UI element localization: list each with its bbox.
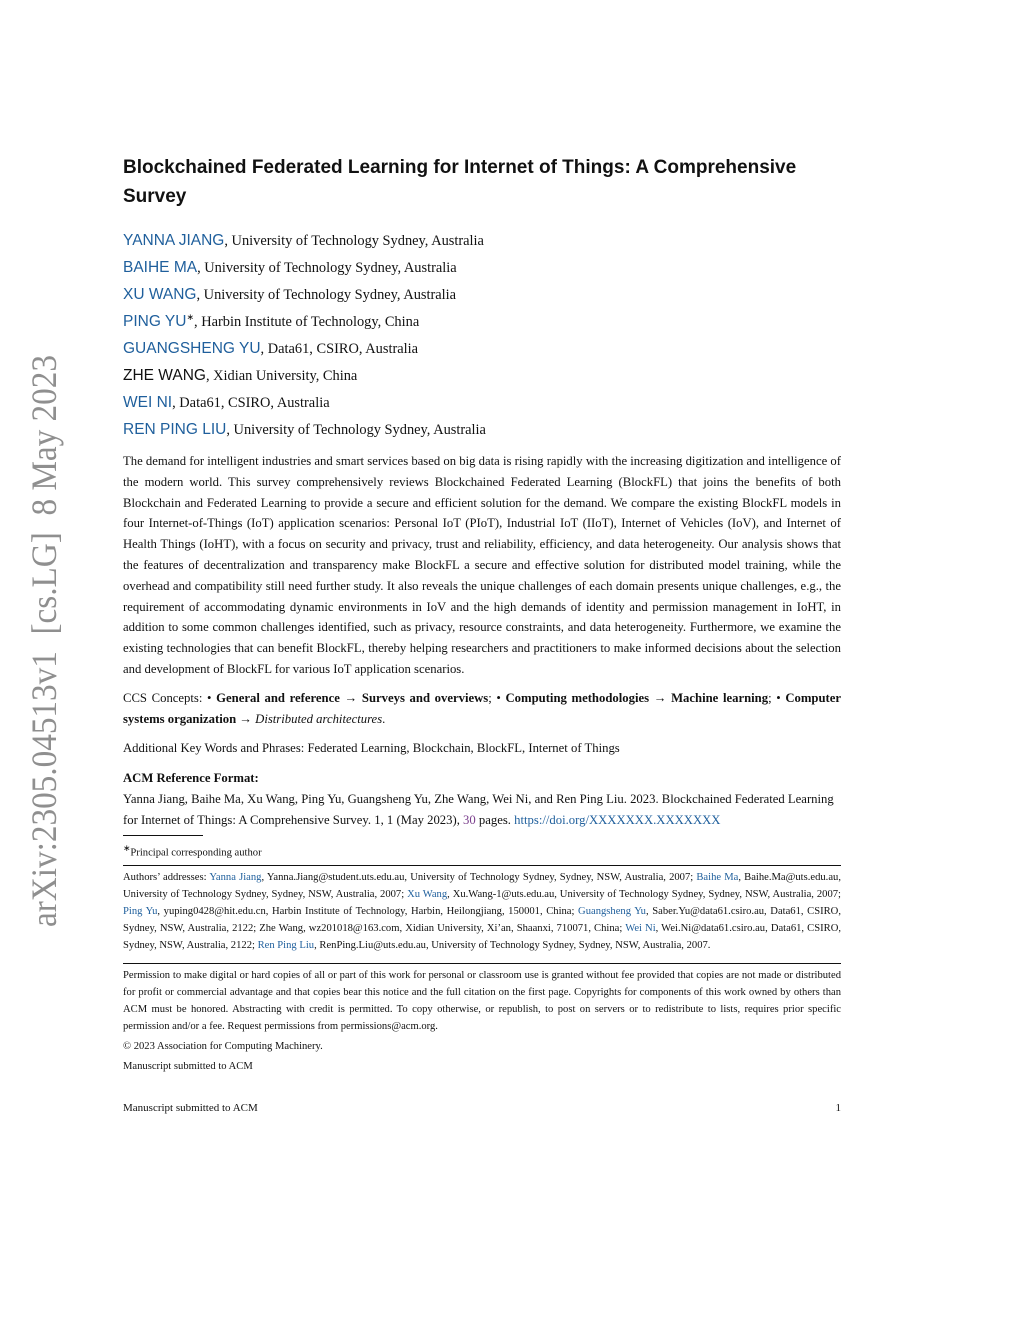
doi-link[interactable]: https://doi.org/XXXXXXX.XXXXXXX — [514, 812, 721, 827]
author-affiliation: , Xidian University, China — [205, 367, 358, 384]
author-address-link[interactable]: Ren Ping Liu — [257, 940, 315, 952]
ccs-term: General and reference — [216, 690, 340, 705]
acm-reference — [123, 789, 841, 831]
ccs-arrow: → — [236, 711, 256, 726]
author-entry — [123, 223, 841, 250]
address-text: , Xu.Wang-1@uts.edu.au, University of Technology Sydney, Sydney, NSW, Australia, 2007; — [447, 889, 841, 901]
author-addresses — [123, 869, 841, 954]
footnote — [123, 840, 841, 862]
ccs-concepts — [123, 688, 841, 730]
author-entry — [123, 358, 841, 385]
author-name[interactable]: YANNA JIANG — [123, 231, 225, 249]
copyright-line: © 2023 Association for Computing Machinery. — [123, 1041, 323, 1053]
author-entry — [123, 331, 841, 358]
arxiv-stamp-text: arXiv:2305.04513v1 [cs.LG] 8 May 2023 — [24, 307, 64, 927]
permission-notice: Permission to make digital or hard copies of all or part of this work for personal or classroom use is granted without fee provided that copies are not made or distributed for profit or commercial advantage and that copies bear this notice and the full citation on the first page. Copyrights for components of this work owned by others than ACM must be honored. Abstracting with credit is permitted. To copy otherwise, or republish, to post on servers or to redistribute to lists, requires prior specific permission and/or a fee. Request permissions from permissions@acm.org. — [123, 970, 841, 1033]
author-affiliation: , Harbin Institute of Technology, China — [194, 313, 420, 330]
ccs-term: Surveys and overviews — [361, 690, 489, 705]
author-entry — [123, 250, 841, 277]
address-text: , Baihe.Ma@uts.edu.au, University of Technology Sydney, Sydney, NSW, Australia, 2007; — [123, 872, 841, 901]
author-address-link[interactable]: Xu Wang — [407, 889, 448, 901]
author-list — [123, 223, 841, 439]
address-text: , Yanna.Jiang@student.uts.edu.au, University of Technology Sydney, Sydney, NSW, Australia, 2007; — [261, 872, 697, 884]
acm-reference-heading: ACM Reference Format: — [123, 771, 259, 786]
author-affiliation: , Data61, CSIRO, Australia — [172, 394, 330, 411]
address-text: , Saber.Yu@data61.csiro.au, Data61, CSIRO, Sydney, NSW, Australia, 2122; Zhe Wang, wz201018@163.com, Xidian University, Xi’an, Shaanxi, 710071, China; — [123, 906, 841, 935]
author-address-link[interactable]: Yanna Jiang — [209, 872, 262, 884]
author-name[interactable]: BAIHE MA — [123, 258, 198, 276]
author-entry — [123, 385, 841, 412]
pages-word: pages. — [475, 812, 515, 827]
author-name[interactable]: REN PING LIU — [123, 420, 227, 438]
abstract: The demand for intelligent industries and smart services based on big data is rising rapidly with the increasing digitization and intelligence of the modern world. This survey comprehensively reviews Blockchained Federated Learning (BlockFL) that joins the benefits of both Blockchain and Federated Learning to provide a secure and efficient solution for the demand. We compare the existing BlockFL models in four Internet-of-Things (IoT) application scenarios: Personal IoT (PIoT), Industrial IoT (IIoT), Internet of Vehicles (IoV), and Internet of Health Things (IoHT), with a focus on security and privacy, trust and reliability, efficiency, and data heterogeneity. Our analysis shows that the features of decentralization and transparency make BlockFL a secure and effective solution for distributed model training, while the overhead and compatibility still need further study. It also reveals the unique challenges of each domain presents unique challenges, e.g., the requirement of accommodating dynamic environments in IoV and the high demands of identity and permission management in IoHT, in addition to some common challenges identified, such as privacy, resource constraints, and data heterogeneity. Furthermore, we examine the existing technologies that can benefit BlockFL, thereby helping researchers and practitioners to make informed decisions about the selection and development of BlockFL for various IoT application scenarios. — [123, 454, 841, 676]
ccs-term: Computing methodologies — [505, 690, 650, 705]
ccs-prefix: CCS Concepts: • — [123, 690, 217, 705]
address-text: , yuping0428@hit.edu.cn, Harbin Institute of Technology, Harbin, Heilongjiang, 150001, China; — [157, 906, 579, 918]
permission-divider — [123, 963, 841, 964]
author-address-link[interactable]: Wei Ni — [625, 923, 656, 935]
author-entry — [123, 412, 841, 439]
author-affiliation: , University of Technology Sydney, Australia — [224, 232, 484, 249]
paper-title: Blockchained Federated Learning for Internet of Things: A Comprehensive Survey — [123, 157, 797, 207]
author-entry — [123, 277, 841, 304]
address-text: Authors’ addresses: — [123, 872, 210, 884]
footnote-text: Principal corresponding author — [130, 847, 262, 859]
footnote-mark: ∗ — [123, 842, 131, 853]
author-address-link[interactable]: Ping Yu — [123, 906, 158, 918]
ccs-separator: ; • — [768, 690, 786, 705]
addresses-divider — [123, 865, 841, 866]
footer-manuscript-note: Manuscript submitted to ACM — [123, 1102, 258, 1114]
author-name[interactable]: PING YU — [123, 312, 187, 330]
author-address-link[interactable]: Guangsheng Yu — [578, 906, 646, 918]
address-text: , Wei.Ni@data61.csiro.au, Data61, CSIRO, Sydney, NSW, Australia, 2122; — [123, 923, 841, 952]
author-affiliation: , Data61, CSIRO, Australia — [260, 340, 419, 357]
page-number: 1 — [835, 1102, 841, 1114]
pages-count-link[interactable]: 30 — [463, 812, 476, 827]
author-address-link[interactable]: Baihe Ma — [696, 872, 739, 884]
author-affiliation: , University of Technology Sydney, Australia — [196, 286, 457, 303]
ccs-term: Machine learning — [671, 690, 769, 705]
arxiv-stamp — [20, 307, 68, 927]
keywords: Additional Key Words and Phrases: Federated Learning, Blockchain, BlockFL, Internet of Things — [123, 741, 620, 756]
page-footer — [123, 1102, 841, 1114]
author-name: ZHE WANG — [123, 366, 206, 384]
author-name[interactable]: XU WANG — [123, 285, 197, 303]
ccs-separator: ; • — [488, 690, 506, 705]
ccs-arrow: → — [649, 690, 672, 705]
ccs-arrow: → — [339, 690, 362, 705]
author-footnote-mark: ∗ — [186, 312, 194, 322]
acm-reference-text: Yanna Jiang, Baihe Ma, Xu Wang, Ping Yu, Guangsheng Yu, Zhe Wang, Wei Ni, and Ren Ping Liu. 2023. Blockchained Federated Learning for Internet of Things: A Comprehensive Survey. 1, 1 (May 2023), — [123, 791, 834, 827]
paper-body — [123, 153, 841, 1075]
author-affiliation: , University of Technology Sydney, Australia — [226, 421, 486, 438]
ccs-term: Computer systems organization — [123, 690, 842, 726]
manuscript-note: Manuscript submitted to ACM — [123, 1061, 253, 1073]
address-text: , RenPing.Liu@uts.edu.au, University of Technology Sydney, Sydney, NSW, Australia, 2007. — [314, 940, 711, 952]
author-affiliation: , University of Technology Sydney, Australia — [197, 259, 457, 276]
author-name[interactable]: WEI NI — [123, 393, 173, 411]
footnote-divider — [123, 835, 203, 836]
ccs-end: . — [382, 711, 386, 726]
author-name[interactable]: GUANGSHENG YU — [123, 339, 261, 357]
ccs-term: Distributed architectures — [255, 711, 383, 726]
author-entry — [123, 304, 841, 331]
